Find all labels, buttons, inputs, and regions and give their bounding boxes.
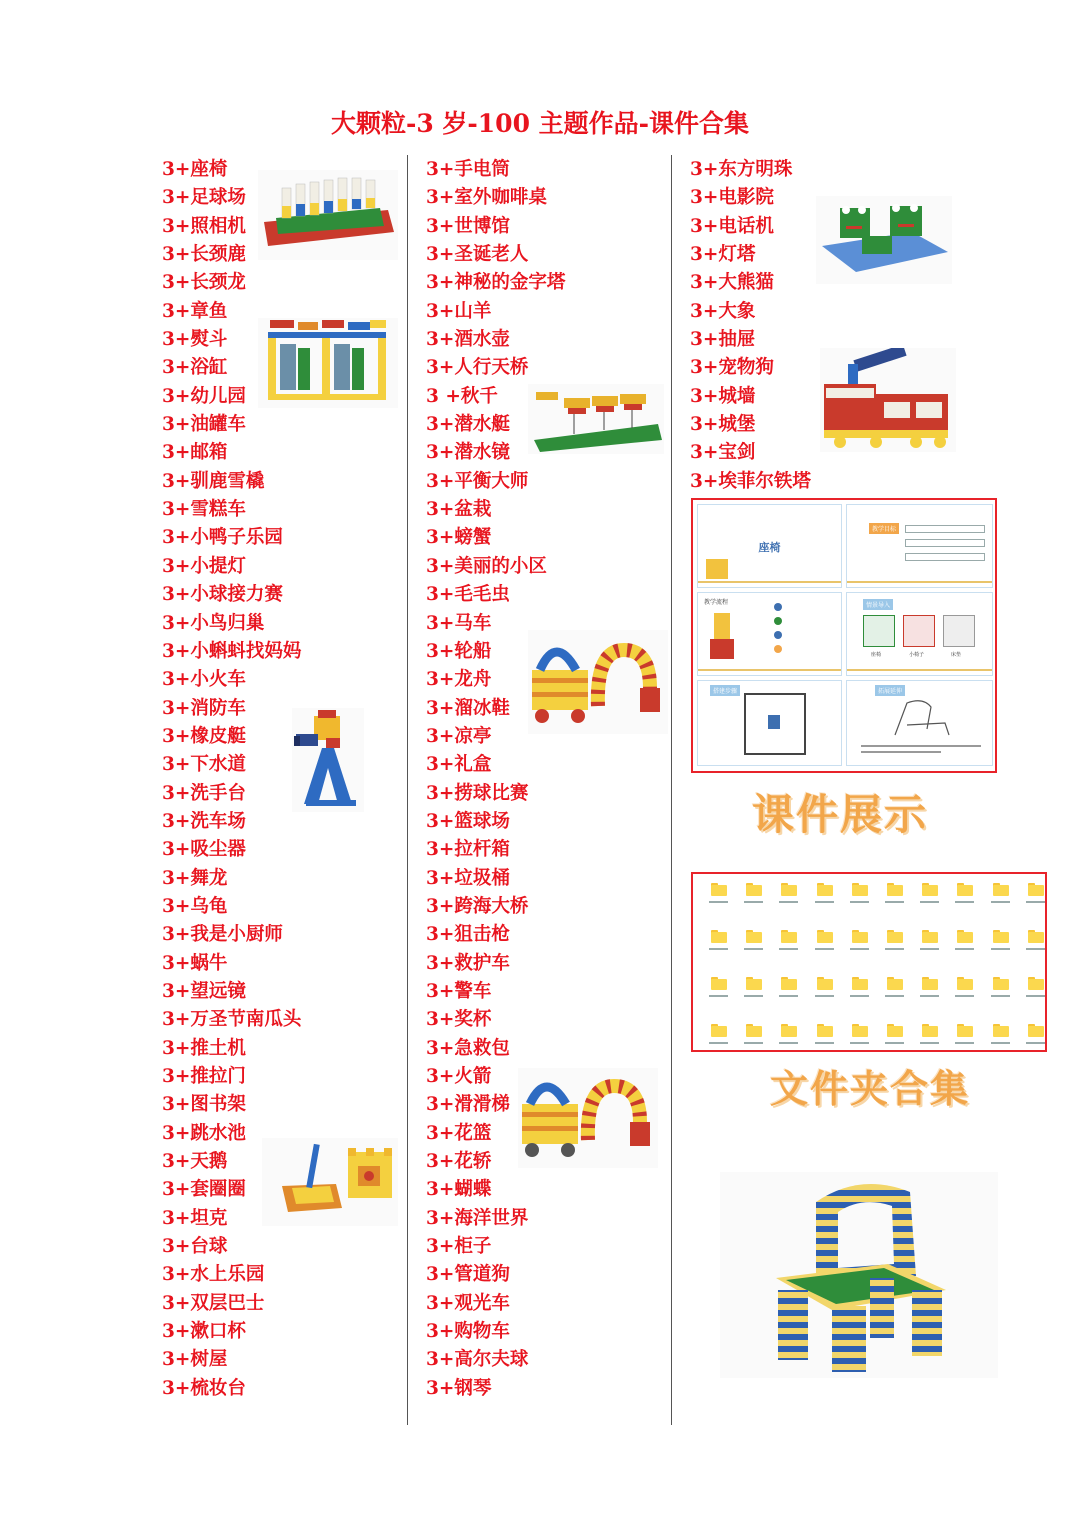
- slide-teaching-flow: [697, 592, 842, 676]
- folder-icon[interactable]: [1018, 927, 1053, 974]
- courseware-preview-panel: [691, 498, 997, 773]
- folder-icon[interactable]: [701, 1021, 736, 1068]
- theme-item: 3+电话机: [690, 215, 774, 237]
- theme-item: 3+浴缸: [162, 357, 228, 379]
- theme-item: 3+盆栽: [426, 499, 492, 521]
- folder-icon[interactable]: [1018, 974, 1053, 1021]
- theme-item: 3+花轿: [426, 1151, 492, 1173]
- theme-item: 3+手电筒: [426, 159, 510, 180]
- theme-item: 3+小鸟归巢: [162, 612, 265, 634]
- theme-item: 3+蝴蝶: [426, 1179, 492, 1201]
- theme-item: 3+礼盒: [426, 754, 492, 776]
- theme-item: 3+埃菲尔铁塔: [690, 470, 811, 492]
- theme-item: 3+垃圾桶: [426, 867, 510, 889]
- theme-item: 3+章鱼: [162, 300, 228, 322]
- theme-item: 3+火箭: [426, 1066, 492, 1087]
- folder-icon[interactable]: [1018, 1021, 1053, 1068]
- theme-item: 3+舞龙: [162, 867, 228, 889]
- theme-item: 3+抽屉: [690, 329, 756, 351]
- folder-icon[interactable]: [983, 927, 1018, 974]
- theme-item: 3+推土机: [162, 1037, 246, 1059]
- folder-icon[interactable]: [736, 974, 771, 1021]
- theme-item: 3+狙击枪: [426, 924, 510, 946]
- slide-build-steps: [697, 680, 842, 766]
- slide-flow-title: 教学流程: [704, 599, 729, 606]
- theme-item: 3+小球接力赛: [162, 584, 283, 606]
- slide-intro-label-2: 小椅子: [909, 652, 925, 658]
- theme-item: 3+小火车: [162, 669, 246, 691]
- theme-item: 3+世博馆: [426, 215, 510, 237]
- theme-item: 3+龙舟: [426, 669, 492, 691]
- film-icon: [768, 715, 780, 729]
- theme-item: 3+美丽的小区: [426, 555, 547, 577]
- slide-goals-title: 教学目标: [869, 523, 899, 534]
- folder-icon[interactable]: [771, 880, 806, 927]
- theme-item: 3+花篮: [426, 1122, 492, 1144]
- folder-icon[interactable]: [701, 880, 736, 927]
- theme-item: 3+警车: [426, 980, 492, 1002]
- theme-item: 3+高尔夫球: [426, 1349, 529, 1371]
- folder-icon[interactable]: [842, 974, 877, 1021]
- theme-item: 3 +秋千: [426, 385, 498, 407]
- frog-pond-model-image: [816, 196, 952, 284]
- folder-icon[interactable]: [771, 927, 806, 974]
- folder-icon[interactable]: [771, 974, 806, 1021]
- theme-item: 3+洗手台: [162, 782, 246, 804]
- fire-engine-model-image: [820, 348, 956, 452]
- folder-icon[interactable]: [807, 974, 842, 1021]
- folder-icon[interactable]: [912, 974, 947, 1021]
- theme-item: 3+东方明珠: [690, 159, 793, 180]
- theme-item: 3+乌龟: [162, 895, 228, 917]
- folder-icon[interactable]: [736, 927, 771, 974]
- theme-item: 3+钢琴: [426, 1377, 492, 1399]
- theme-item: 3+宝剑: [690, 442, 756, 464]
- slide-steps-title: 搭建步骤: [710, 685, 740, 696]
- theme-item: 3+潜水镜: [426, 442, 510, 464]
- theme-item: 3+山羊: [426, 300, 492, 322]
- theme-item: 3+足球场: [162, 187, 246, 209]
- theme-item: 3+坦克: [162, 1207, 228, 1229]
- folder-icon[interactable]: [736, 880, 771, 927]
- theme-item: 3+望远镜: [162, 980, 246, 1002]
- folder-icon[interactable]: [983, 974, 1018, 1021]
- theme-item: 3+大熊猫: [690, 272, 774, 294]
- folder-icon[interactable]: [842, 927, 877, 974]
- swing-model-image: [528, 384, 664, 454]
- theme-item: 3+室外咖啡桌: [426, 187, 547, 209]
- slide-intro-label-1: 座椅: [871, 652, 882, 658]
- folder-icon[interactable]: [983, 1021, 1018, 1068]
- caterpillar-cart-model-image-2: [518, 1068, 658, 1168]
- folder-icon[interactable]: [877, 927, 912, 974]
- folder-icon[interactable]: [983, 880, 1018, 927]
- folder-icon[interactable]: [736, 1021, 771, 1068]
- theme-item: 3+双层巴士: [162, 1292, 265, 1314]
- theme-item: 3+蜗牛: [162, 952, 228, 974]
- theme-item: 3+照相机: [162, 215, 246, 237]
- theme-item: 3+酒水壶: [426, 329, 510, 351]
- theme-item: 3+神秘的金字塔: [426, 272, 566, 294]
- folder-icon[interactable]: [807, 880, 842, 927]
- theme-item: 3+台球: [162, 1236, 228, 1258]
- theme-item: 3+漱口杯: [162, 1321, 246, 1343]
- theme-item: 3+观光车: [426, 1292, 510, 1314]
- slide-extension-title: 拓展延伸: [875, 685, 905, 696]
- theme-item: 3+套圈圈: [162, 1179, 246, 1201]
- folder-caption: 文件夹合集: [770, 1067, 971, 1111]
- folder-icon[interactable]: [877, 880, 912, 927]
- page-title: 大颗粒-3 岁-100 主题作品-课件合集: [330, 109, 750, 138]
- caterpillar-cart-model-image: [528, 630, 668, 734]
- theme-item: 3+宠物狗: [690, 357, 774, 379]
- theme-item: 3+马车: [426, 612, 492, 634]
- folder-grid: [701, 880, 1053, 1068]
- folder-icon[interactable]: [947, 974, 982, 1021]
- slide-intro-title: 情景导入: [863, 599, 893, 610]
- theme-item: 3+奖杯: [426, 1009, 492, 1031]
- theme-list-column-3: [690, 156, 811, 496]
- theme-item: 3+小鸭子乐园: [162, 527, 283, 549]
- slide-intro-label-3: 床垫: [951, 652, 962, 658]
- football-field-model-image: [258, 170, 398, 260]
- theme-item: 3+洗车场: [162, 810, 246, 832]
- telescope-model-image: [292, 708, 364, 812]
- folder-icon[interactable]: [701, 974, 736, 1021]
- theme-item: 3+管道狗: [426, 1264, 510, 1286]
- theme-item: 3+城堡: [690, 414, 756, 436]
- theme-item: 3+圣诞老人: [426, 244, 529, 266]
- folder-icon[interactable]: [947, 927, 982, 974]
- column-divider-1: [407, 155, 408, 1425]
- theme-item: 3+图书架: [162, 1094, 246, 1116]
- theme-item: 3+邮箱: [162, 442, 228, 464]
- theme-item: 3+潜水艇: [426, 414, 510, 436]
- theme-item: 3+长颈龙: [162, 272, 246, 294]
- theme-item: 3+驯鹿雪橇: [162, 470, 265, 492]
- theme-item: 3+拉杆箱: [426, 839, 510, 861]
- folder-icon[interactable]: [877, 974, 912, 1021]
- folder-icon[interactable]: [947, 880, 982, 927]
- slide-scenario-intro: [846, 592, 993, 676]
- theme-item: 3+凉亭: [426, 725, 492, 747]
- theme-item: 3+电影院: [690, 187, 774, 209]
- column-divider-2: [671, 155, 672, 1425]
- slide-teaching-goals: [846, 504, 993, 588]
- theme-item: 3+购物车: [426, 1321, 510, 1343]
- theme-item: 3+大象: [690, 300, 756, 322]
- theme-item: 3+雪糕车: [162, 499, 246, 521]
- folder-icon[interactable]: [912, 927, 947, 974]
- theme-item: 3+万圣节南瓜头: [162, 1009, 302, 1031]
- theme-item: 3+灯塔: [690, 244, 756, 266]
- folder-icon[interactable]: [701, 927, 736, 974]
- shelf-model-image: [258, 318, 398, 408]
- swan-model-image: [262, 1138, 398, 1226]
- theme-item: 3+急救包: [426, 1037, 510, 1059]
- folder-collection-panel: [691, 872, 1047, 1052]
- theme-item: 3+推拉门: [162, 1066, 246, 1087]
- folder-icon[interactable]: [912, 880, 947, 927]
- theme-item: 3+吸尘器: [162, 839, 246, 861]
- folder-icon[interactable]: [807, 927, 842, 974]
- theme-item: 3+树屋: [162, 1349, 228, 1371]
- theme-item: 3+消防车: [162, 697, 246, 719]
- courseware-caption: 课件展示: [752, 790, 929, 839]
- theme-item: 3+橡皮艇: [162, 725, 246, 747]
- slide-cover-title: 座椅: [758, 541, 781, 554]
- theme-list-column-2: [426, 156, 565, 1403]
- theme-item: 3+座椅: [162, 159, 228, 180]
- theme-item: 3+水上乐园: [162, 1264, 265, 1286]
- theme-item: 3+平衡大师: [426, 470, 529, 492]
- theme-item: 3+油罐车: [162, 414, 246, 436]
- theme-item: 3+毛毛虫: [426, 584, 510, 606]
- theme-item: 3+小提灯: [162, 555, 246, 577]
- theme-item: 3+小蝌蚪找妈妈: [162, 640, 302, 662]
- theme-item: 3+救护车: [426, 952, 510, 974]
- slide-extension: [846, 680, 993, 766]
- theme-item: 3+篮球场: [426, 810, 510, 832]
- theme-item: 3+滑滑梯: [426, 1094, 510, 1116]
- folder-icon[interactable]: [842, 880, 877, 927]
- theme-item: 3+下水道: [162, 754, 246, 776]
- folder-icon[interactable]: [1018, 880, 1053, 927]
- theme-item: 3+跨海大桥: [426, 895, 529, 917]
- theme-item: 3+海洋世界: [426, 1207, 529, 1229]
- theme-item: 3+城墙: [690, 385, 756, 407]
- theme-item: 3+我是小厨师: [162, 924, 283, 946]
- theme-item: 3+轮船: [426, 640, 492, 662]
- theme-item: 3+跳水池: [162, 1122, 246, 1144]
- slide-cover: [697, 504, 842, 588]
- theme-item: 3+长颈鹿: [162, 244, 246, 266]
- theme-item: 3+人行天桥: [426, 357, 529, 379]
- theme-item: 3+柜子: [426, 1236, 492, 1258]
- theme-item: 3+天鹅: [162, 1151, 228, 1173]
- theme-item: 3+捞球比赛: [426, 782, 529, 804]
- theme-item: 3+梳妆台: [162, 1377, 246, 1399]
- theme-item: 3+幼儿园: [162, 385, 246, 407]
- theme-item: 3+螃蟹: [426, 527, 492, 549]
- chair-model-image: [720, 1172, 998, 1378]
- theme-item: 3+熨斗: [162, 329, 228, 351]
- theme-item: 3+溜冰鞋: [426, 697, 510, 719]
